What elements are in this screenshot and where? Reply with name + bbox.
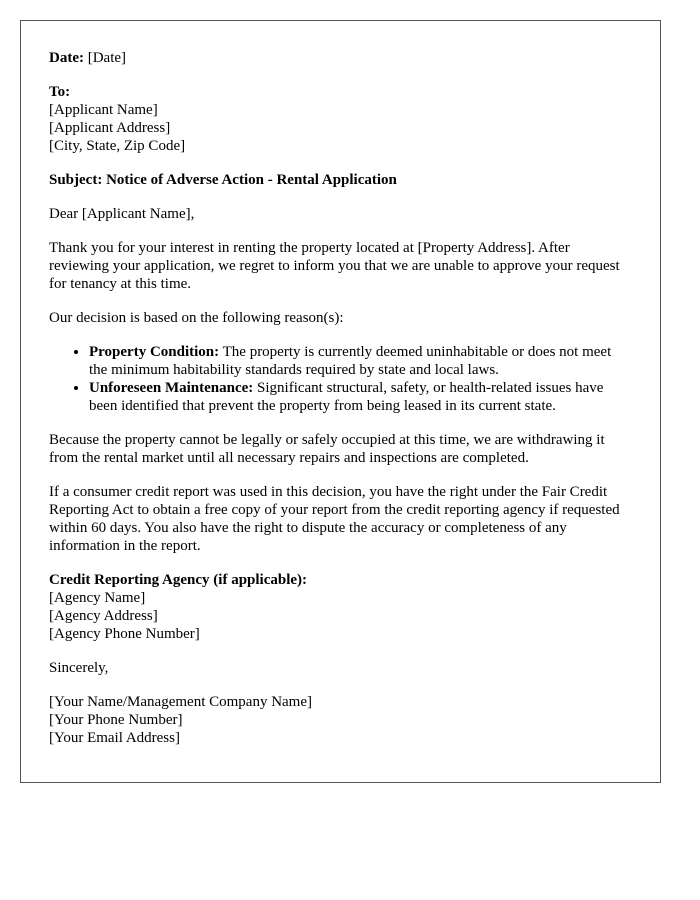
credit-rights-paragraph: If a consumer credit report was used in this decision, you have the right under the Fair Credit Reporting Act to obtain a free copy of your report from the credit reporting agency if requested within 60 days. You also have the right to dispute the accuracy or completeness of any information in the report. bbox=[49, 484, 620, 554]
date-line bbox=[49, 49, 632, 67]
reason-item bbox=[89, 379, 632, 415]
reason-title: Unforeseen Maintenance: bbox=[89, 380, 254, 396]
reason-text: Significant structural, safety, or health-related issues have been identified that prevent the property from being leased in its current state. bbox=[89, 380, 604, 414]
date-label: Date: bbox=[49, 50, 84, 66]
withdraw-paragraph: Because the property cannot be legally or safely occupied at this time, we are withdrawing it from the rental market until all necessary repairs and inspections are completed. bbox=[49, 432, 605, 466]
recipient-block bbox=[49, 83, 632, 155]
agency-label: Credit Reporting Agency (if applicable): bbox=[49, 572, 308, 588]
to-label: To: bbox=[49, 84, 71, 100]
salutation: Dear [Applicant Name], bbox=[49, 206, 195, 222]
agency-address: [Agency Address] bbox=[49, 608, 158, 624]
sender-phone: [Your Phone Number] bbox=[49, 712, 183, 728]
subject-line: Subject: Notice of Adverse Action - Rental Application bbox=[49, 172, 397, 188]
reasons-intro: Our decision is based on the following reason(s): bbox=[49, 310, 344, 326]
letter bbox=[20, 20, 661, 783]
agency-block bbox=[49, 571, 632, 643]
reason-item bbox=[89, 343, 632, 379]
intro-paragraph: Thank you for your interest in renting the property located at [Property Address]. After reviewing your application, we regret to inform you that we are unable to approve your request for tenancy at this time. bbox=[49, 240, 620, 292]
agency-phone: [Agency Phone Number] bbox=[49, 626, 200, 642]
applicant-name: [Applicant Name] bbox=[49, 102, 158, 118]
reason-title: Property Condition: bbox=[89, 344, 220, 360]
reason-text: The property is currently deemed uninhabitable or does not meet the minimum habitability standards required by state and local laws. bbox=[89, 344, 612, 378]
reasons-list bbox=[49, 343, 632, 415]
date-value: [Date] bbox=[87, 50, 127, 66]
sender-name: [Your Name/Management Company Name] bbox=[49, 694, 312, 710]
applicant-city-state-zip: [City, State, Zip Code] bbox=[49, 138, 186, 154]
agency-name: [Agency Name] bbox=[49, 590, 146, 606]
sender-email: [Your Email Address] bbox=[49, 730, 180, 746]
applicant-address: [Applicant Address] bbox=[49, 120, 171, 136]
closing: Sincerely, bbox=[49, 660, 109, 676]
signature-block bbox=[49, 693, 632, 747]
